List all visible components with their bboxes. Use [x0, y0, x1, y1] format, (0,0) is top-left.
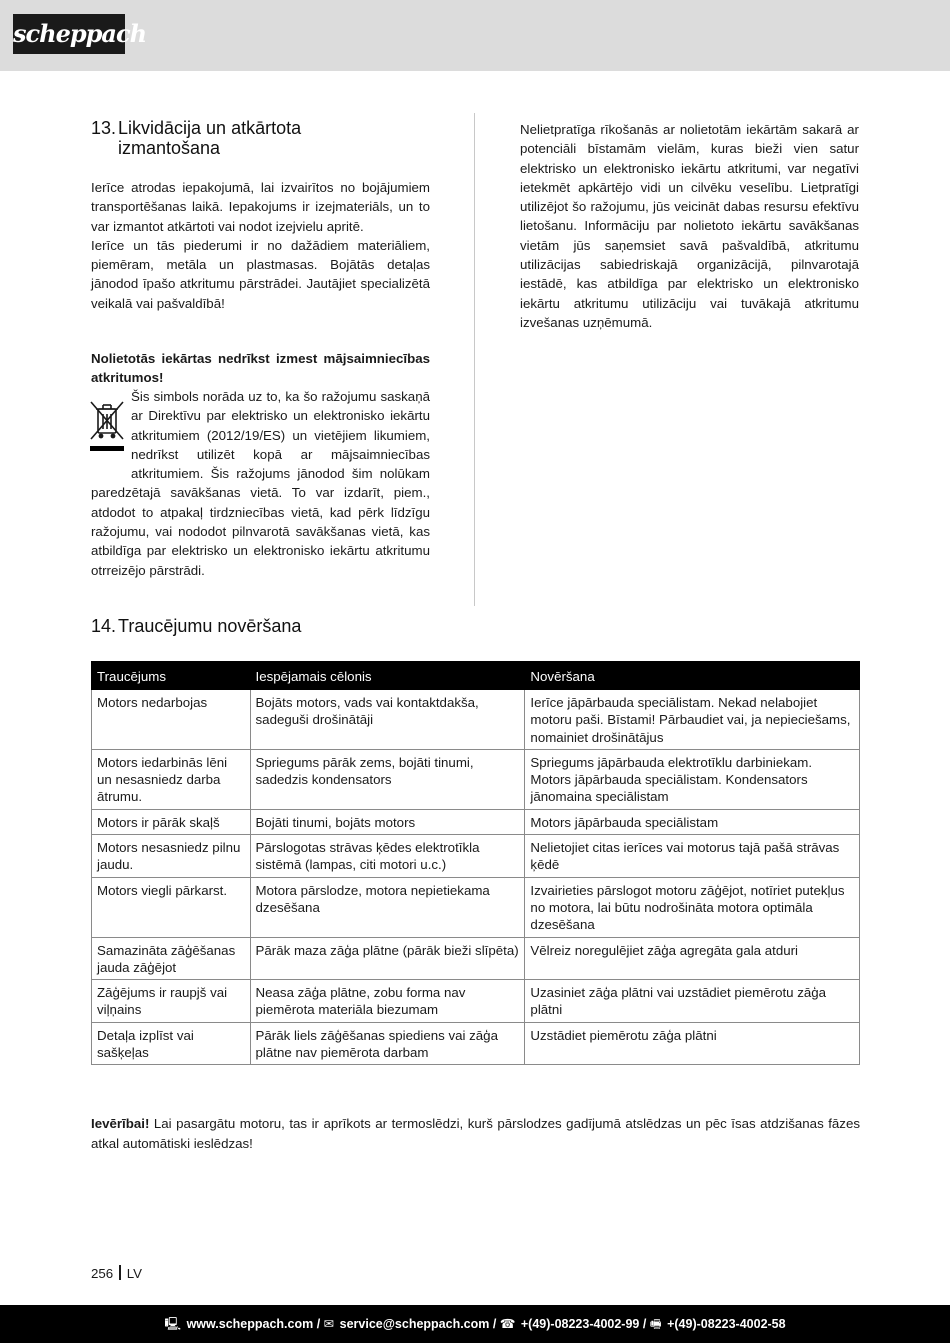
cause-cell: Pārslogotas strāvas ķēdes elektrotīkla sistēmā (lampas, citi motori u.c.) [250, 835, 525, 878]
note-paragraph [91, 1114, 860, 1154]
table-header-row [92, 662, 860, 690]
footer-separator: / [489, 1317, 500, 1331]
scheppach-logo: scheppach [13, 14, 125, 54]
computer-icon: 🖳 [164, 1317, 182, 1331]
fault-cell: Zāģējums ir raupjš vai viļņains [92, 980, 251, 1023]
footer-fax: +(49)-08223-4002-58 [667, 1317, 786, 1331]
footer-website[interactable]: www.scheppach.com [186, 1317, 314, 1331]
section-14-number: 14. [91, 616, 117, 636]
remedy-cell: Ierīce jāpārbauda speciālistam. Nekad nelabojiet motoru paši. Bīstami! Pārbaudiet vai, ja nepieciešams, nomainiet drošinātājus [525, 690, 860, 750]
table-row [92, 1022, 860, 1065]
footer-email[interactable]: service@scheppach.com [339, 1317, 490, 1331]
section-13-number: 13. [91, 118, 117, 138]
para-materials: Ierīce un tās piederumi ir no dažādiem materiāliem, piemēram, metāla un plastmasas. Bojātās detaļas jānodod īpašo atkritumu pārstrādei. Jautājiet specializētā veikalā vai pašvaldībā! [91, 237, 430, 311]
fault-cell: Motors nedarbojas [92, 690, 251, 750]
section-13-body [91, 178, 430, 313]
header-remedy: Novēršana [525, 662, 860, 690]
troubleshooting-table [91, 661, 860, 1065]
para-packaging: Ierīce atrodas iepakojumā, lai izvairītos no bojājumiem transportēšanas laikā. Iepakojums ir izejmateriāls, un to var izmantot atkārtoti vai nodot izejvielu apritē. [91, 180, 430, 234]
column-divider [474, 113, 475, 606]
table-row [92, 937, 860, 980]
header-cause: Iespējamais cēlonis [250, 662, 525, 690]
fault-cell: Samazināta zāģēšanas jauda zāģējot [92, 937, 251, 980]
section-13-title-line2: izmantošana [118, 138, 221, 158]
footer-phone: +(49)-08223-4002-99 [520, 1317, 640, 1331]
cause-cell: Bojāts motors, vads vai kontaktdakša, sadeguši drošinātāji [250, 690, 525, 750]
icon-spacer [91, 387, 131, 465]
table-row [92, 980, 860, 1023]
page-number-value: 256 [91, 1266, 114, 1281]
email-icon: ✉ [323, 1317, 335, 1331]
table-row [92, 809, 860, 834]
table-row [92, 749, 860, 809]
header-fault: Traucējums [92, 662, 251, 690]
table-row [92, 690, 860, 750]
section-14-title [91, 616, 491, 636]
weee-symbol-paragraph: Šis simbols norāda uz to, ka šo ražojumu saskaņā ar Direktīvu par elektrisko un elektronisko iekārtu atkritumiem (2012/19/ES) un vietējiem likumiem, nedrīkst utilizēt kopā ar mājsaimniecības atkritumiem. Šis ražojums jānodod šim nolūkam paredzētajā savākšanas vietā. To var izdarīt, piem., atdodot to atpakaļ tirdzniecības vietā, kad pērk līdzīgu ražojumu, vai nododot pilnvarotā savākšanas vietā, kas atbildīga par elektrisko un elektronisko iekārtu atkritumu otrreizējo pārstrādi. [91, 389, 430, 578]
footer-separator: / [313, 1317, 324, 1331]
fault-cell: Motors ir pārāk skaļš [92, 809, 251, 834]
fault-cell: Detaļa izplīst vai sašķeļas [92, 1022, 251, 1065]
page-separator [119, 1265, 121, 1280]
page-language: LV [126, 1266, 142, 1281]
footer-bar [0, 1305, 950, 1343]
cause-cell: Pārāk liels zāģēšanas spiediens vai zāģa plātne nav piemērota darbam [250, 1022, 525, 1065]
warning-heading: Nolietotās iekārtas nedrīkst izmest mājsaimniecības atkritumos! [91, 351, 430, 386]
header-bar [0, 0, 950, 71]
section-13-title [91, 118, 451, 158]
fax-icon: 🖷 [649, 1317, 662, 1331]
table-row [92, 877, 860, 937]
cause-cell: Pārāk maza zāģa plātne (pārāk bieži slīpēta) [250, 937, 525, 980]
fault-cell: Motors nesasniedz pilnu jaudu. [92, 835, 251, 878]
page-number [91, 1265, 142, 1283]
fault-cell: Motors iedarbinās lēni un nesasniedz darba ātrumu. [92, 749, 251, 809]
section-13-title-line1: Likvidācija un atkārtota [118, 118, 302, 138]
remedy-cell: Uzstādiet piemērotu zāģa plātni [525, 1022, 860, 1065]
disposal-right-column: Nelietpratīga rīkošanās ar nolietotām iekārtām sakarā ar potenciāli bīstamām vielām, kuras bieži vien satur elektrisko un elektronisko iekārtu atkritumi, var negatīvi ietekmēt apkārtējo vidi un cilvēku veselību. Lietpratīgi utilizējot šo ražojumu, jūs veicināt dabas resursu efektīvu lietošanu. Informāciju par nolietoto iekārtu savākšanas vietām jūs saņemsiet savā pašvaldībā, atkritumu utilizācijas sabiedriskajā organizācijā, pilnvarotajā iestādē, kas atbildīga par elektrisko un elektronisko iekārtu atkritumu utilizāciju vai tuvākajā atkritumu izvešanas uzņēmumā. [520, 122, 859, 330]
note-label: Ievērībai! [91, 1116, 150, 1131]
remedy-cell: Nelietojiet citas ierīces vai motorus tajā pašā strāvas ķēdē [525, 835, 860, 878]
fault-cell: Motors viegli pārkarst. [92, 877, 251, 937]
footer-separator: / [639, 1317, 650, 1331]
phone-icon: ☎ [499, 1317, 516, 1331]
remedy-cell: Motors jāpārbauda speciālistam [525, 809, 860, 834]
remedy-cell: Uzasiniet zāģa plātni vai uzstādiet piemērotu zāģa plātni [525, 980, 860, 1023]
cause-cell: Bojāti tinumi, bojāts motors [250, 809, 525, 834]
cause-cell: Neasa zāģa plātne, zobu forma nav piemērota materiāla biezumam [250, 980, 525, 1023]
remedy-cell: Spriegums jāpārbauda elektrotīklu darbiniekam. Motors jāpārbauda speciālistam. Kondensators jānomaina speciālistam [525, 749, 860, 809]
weee-symbol-text [91, 387, 430, 580]
note-text: Lai pasargātu motoru, tas ir aprīkots ar termoslēdzi, kurš pārslodzes gadījumā atslēdzas un pēc īsas atdzišanas fāzes atkal automātiski ieslēdzas! [91, 1116, 860, 1151]
remedy-cell: Vēlreiz noregulējiet zāģa agregāta gala atduri [525, 937, 860, 980]
cause-cell: Spriegums pārāk zems, bojāti tinumi, sadedzis kondensators [250, 749, 525, 809]
cause-cell: Motora pārslodze, motora nepietiekama dzesēšana [250, 877, 525, 937]
remedy-cell: Izvairieties pārslogot motoru zāģējot, notīriet putekļus no motora, lai būtu nodrošināta motora optimāla dzesēšana [525, 877, 860, 937]
table-row [92, 835, 860, 878]
section-14-title-text: Traucējumu novēršana [118, 616, 302, 636]
